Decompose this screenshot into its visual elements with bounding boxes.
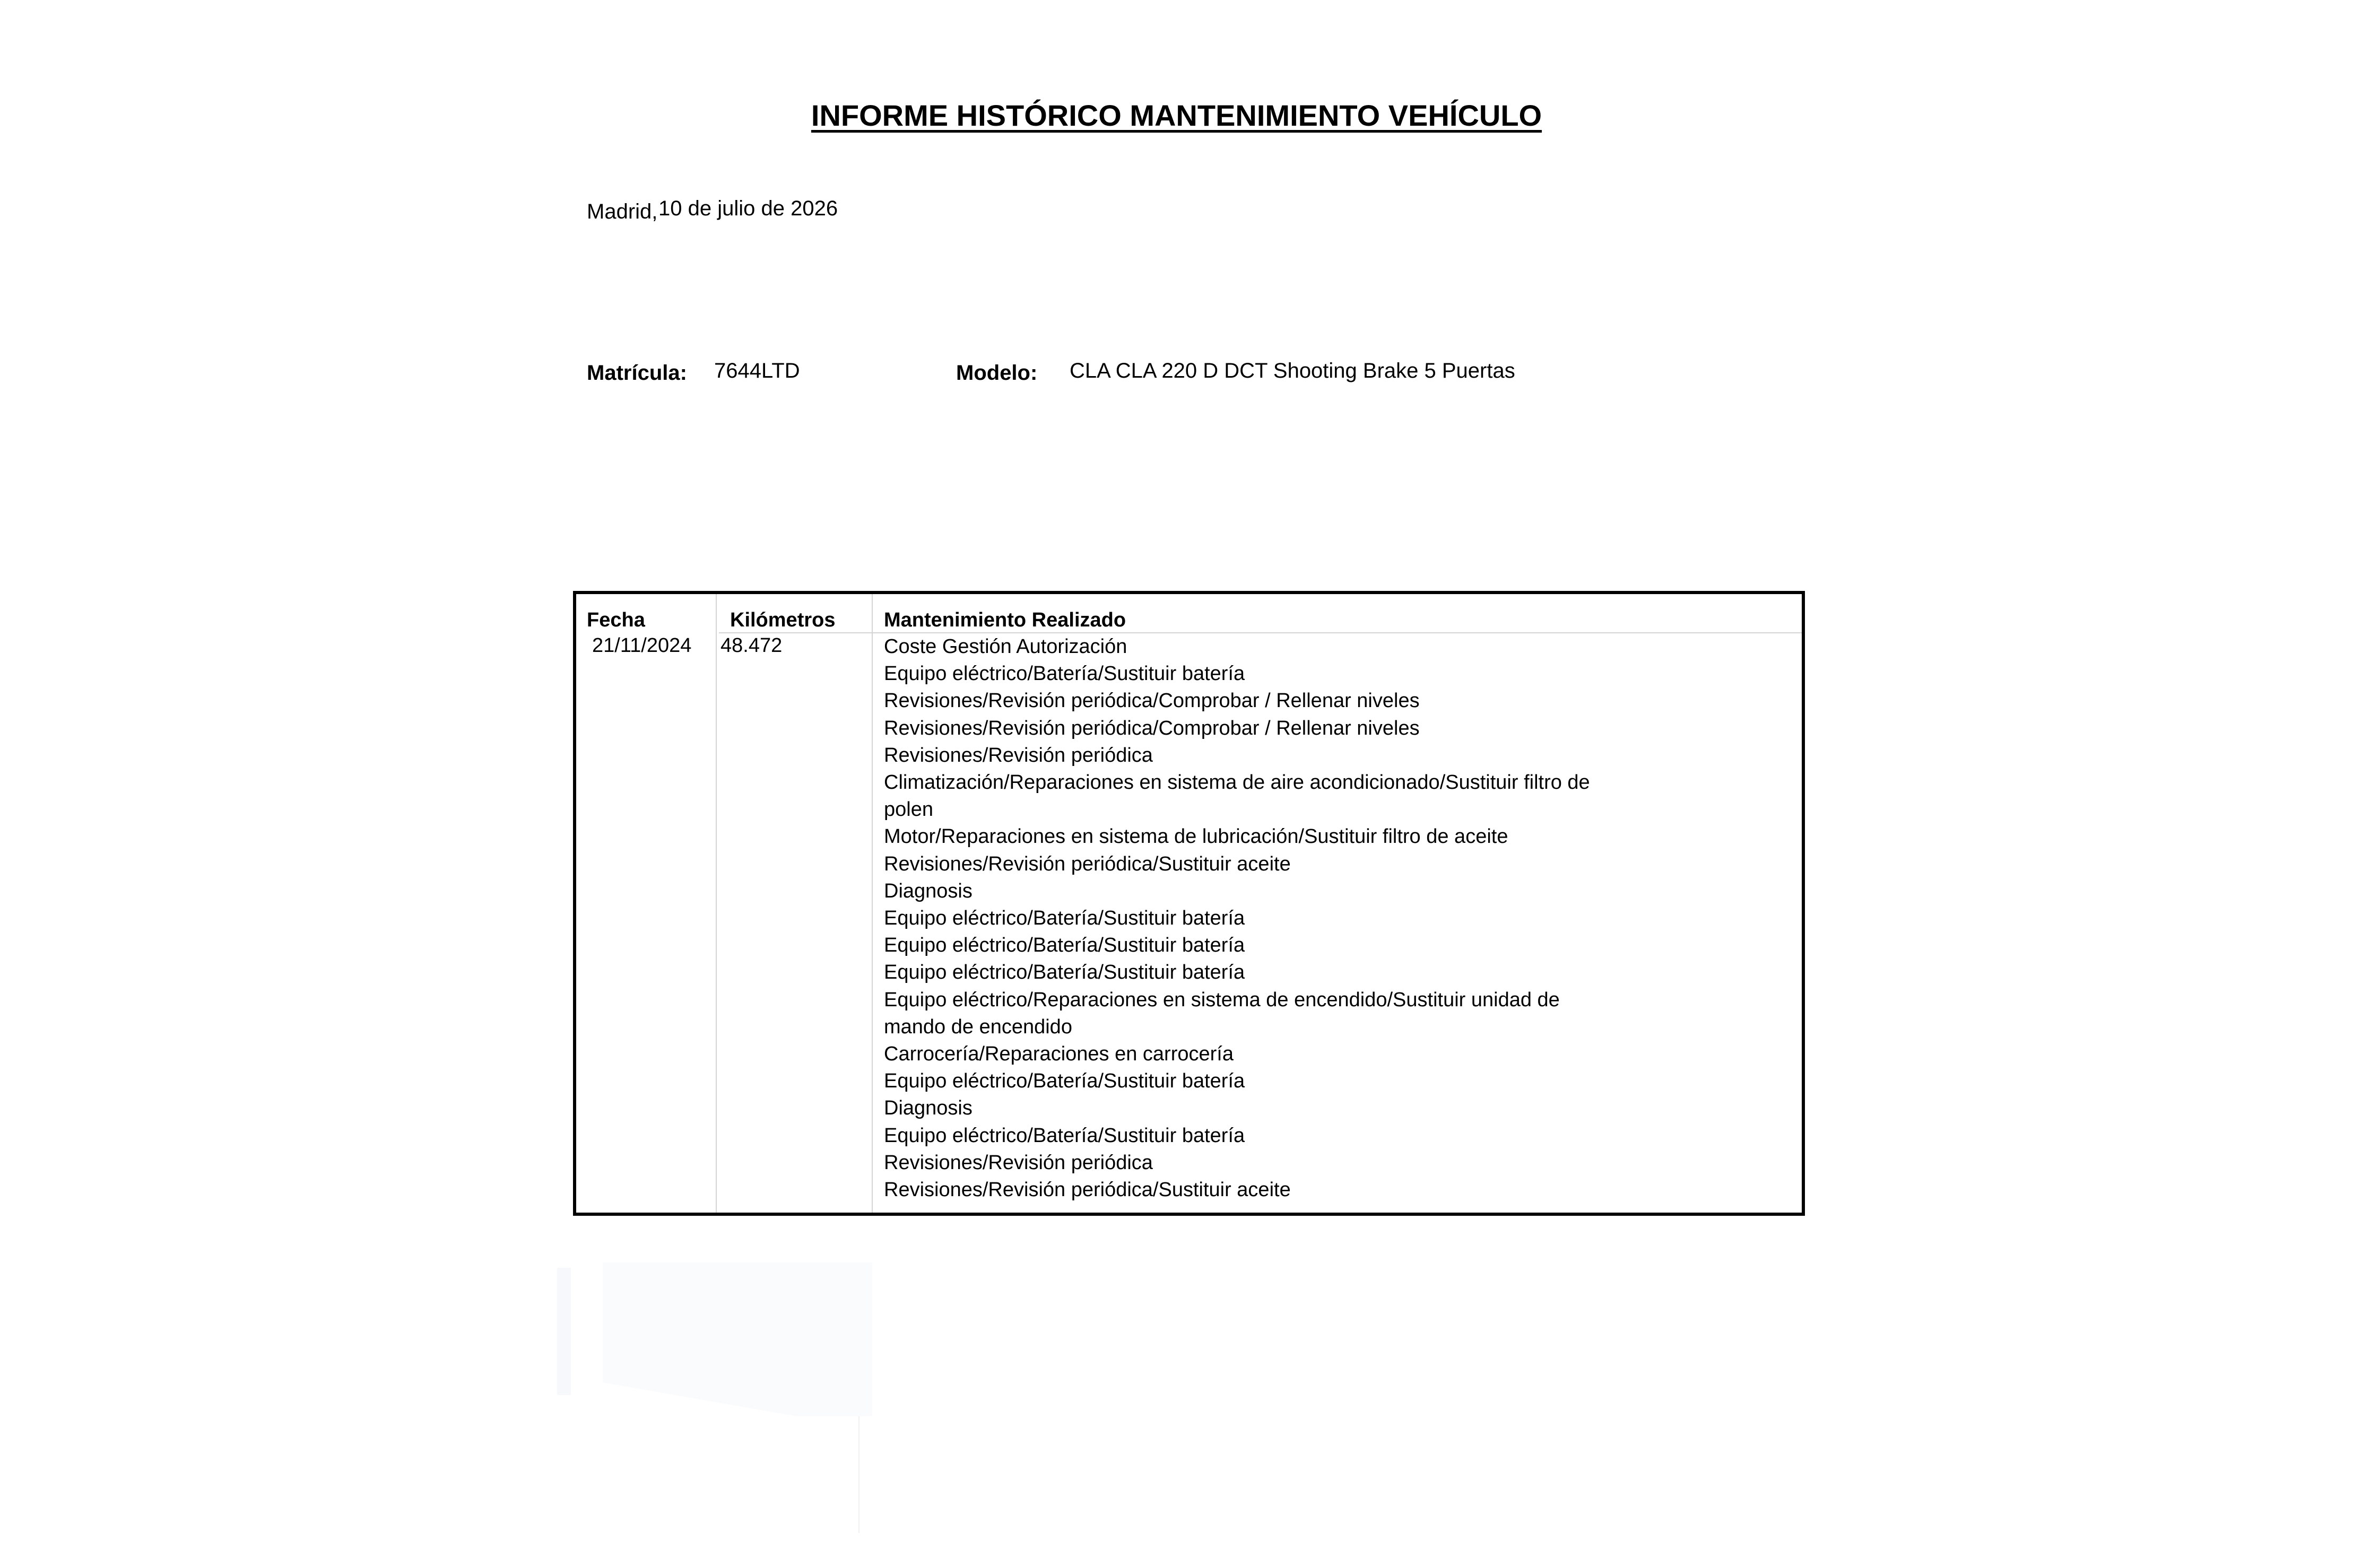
row-km: 48.472 (720, 634, 783, 657)
maintenance-line: Equipo eléctrico/Batería/Sustituir batería (884, 907, 1245, 930)
maintenance-line: Motor/Reparaciones en sistema de lubricación/Sustituir filtro de aceite (884, 825, 1508, 848)
report-date: 10 de julio de 2026 (658, 197, 838, 220)
maintenance-line: Revisiones/Revisión periódica (884, 1151, 1153, 1174)
maintenance-line: Equipo eléctrico/Batería/Sustituir batería (884, 1124, 1245, 1147)
header-date: Fecha (587, 609, 645, 631)
model-label: Modelo: (956, 361, 1038, 385)
maintenance-line: Revisiones/Revisión periódica/Comprobar / Rellenar niveles (884, 717, 1420, 739)
header-km: Kilómetros (730, 609, 836, 631)
scan-artifact (858, 1416, 859, 1533)
maintenance-line: mando de encendido (884, 1015, 1072, 1038)
scan-artifact (557, 1268, 571, 1395)
row-date: 21/11/2024 (592, 634, 692, 657)
maintenance-line: Revisiones/Revisión periódica (884, 744, 1153, 766)
maintenance-line: Diagnosis (884, 1097, 973, 1120)
maintenance-line: polen (884, 798, 933, 821)
column-divider (716, 594, 717, 1213)
maintenance-line: Equipo eléctrico/Batería/Sustituir batería (884, 1070, 1245, 1093)
maintenance-line: Revisiones/Revisión periódica/Comprobar / Rellenar niveles (884, 690, 1420, 712)
maintenance-line: Coste Gestión Autorización (884, 635, 1127, 658)
maintenance-line: Revisiones/Revisión periódica/Sustituir aceite (884, 852, 1291, 875)
maintenance-line: Revisiones/Revisión periódica/Sustituir aceite (884, 1179, 1291, 1201)
report-place: Madrid, (587, 200, 658, 223)
maintenance-list (884, 633, 1680, 1204)
header-maintenance: Mantenimiento Realizado (884, 609, 1126, 631)
report-title: INFORME HISTÓRICO MANTENIMIENTO VEHÍCULO (811, 99, 1542, 132)
scan-artifact (603, 1262, 872, 1416)
column-divider (872, 594, 873, 1213)
maintenance-line: Carrocería/Reparaciones en carrocería (884, 1043, 1234, 1066)
maintenance-line: Equipo eléctrico/Batería/Sustituir batería (884, 961, 1245, 984)
maintenance-line: Equipo eléctrico/Batería/Sustituir batería (884, 663, 1245, 685)
maintenance-line: Equipo eléctrico/Reparaciones en sistema de encendido/Sustituir unidad de (884, 988, 1560, 1011)
maintenance-line: Diagnosis (884, 879, 973, 902)
plate-label: Matrícula: (587, 361, 687, 385)
plate-value: 7644LTD (714, 359, 800, 382)
model-value: CLA CLA 220 D DCT Shooting Brake 5 Puertas (1070, 359, 1515, 382)
maintenance-line: Equipo eléctrico/Batería/Sustituir batería (884, 934, 1245, 957)
maintenance-table (573, 591, 1805, 1216)
maintenance-line: Climatización/Reparaciones en sistema de aire acondicionado/Sustituir filtro de (884, 771, 1590, 794)
